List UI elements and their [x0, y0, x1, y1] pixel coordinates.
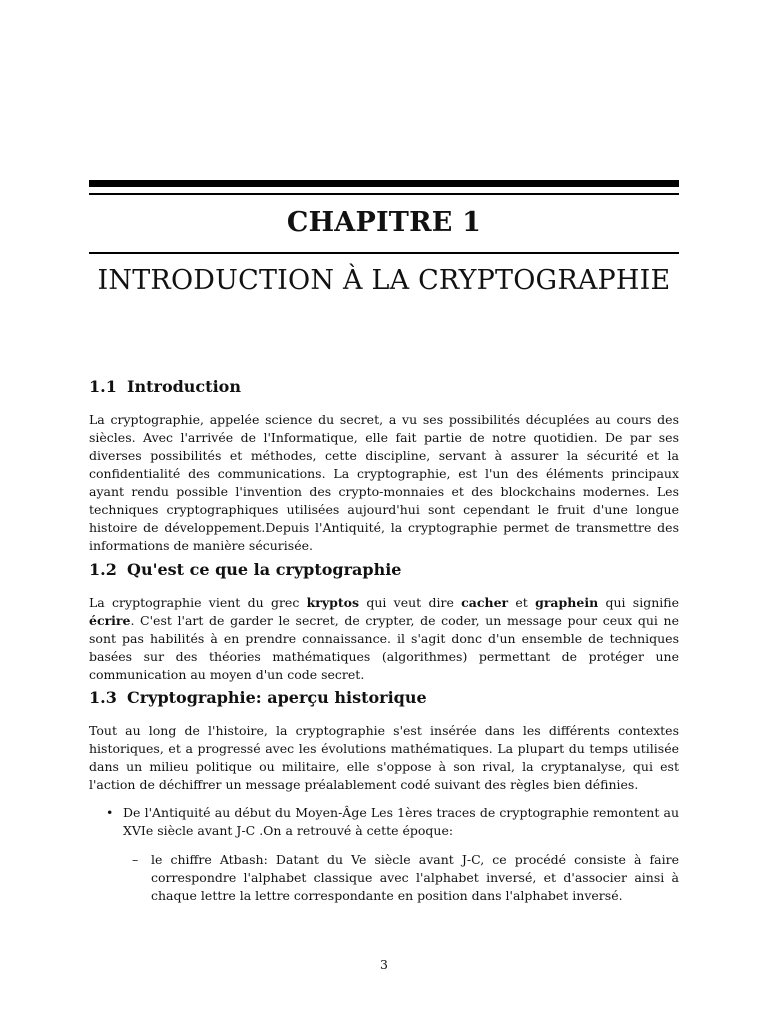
section-introduction — [89, 377, 679, 397]
text-run: qui veut dire — [359, 595, 462, 610]
sub-list-item-text: le chiffre Atbash: Datant du Ve siècle avant J-C, ce procédé consiste à faire correspondre l'alphabet classique avec l'alphabet inversé, et d'associer ainsi à chaque lettre la lettre correspondante en position dans l'alphabet inversé. — [151, 852, 679, 903]
term-ecrire: écrire — [89, 613, 131, 628]
dash-mark: – — [132, 852, 139, 867]
section-history — [89, 688, 679, 708]
section-title: Introduction — [127, 377, 241, 396]
section-heading — [89, 688, 679, 708]
term-cacher: cacher — [461, 595, 509, 610]
section-title: Cryptographie: aperçu historique — [127, 688, 427, 707]
section-title: Qu'est ce que la cryptographie — [127, 560, 402, 579]
sub-list-item — [132, 851, 679, 905]
paragraph — [89, 594, 679, 684]
term-graphein: graphein — [535, 595, 599, 610]
text-run: qui signifie — [598, 595, 679, 610]
chapter-rule-thin-top — [89, 193, 679, 195]
section-heading — [89, 377, 679, 397]
section-number: 1.3 — [89, 688, 117, 707]
list-item — [106, 804, 679, 840]
section-number: 1.1 — [89, 377, 117, 396]
section-heading — [89, 560, 679, 580]
paragraph: La cryptographie, appelée science du secret, a vu ses possibilités décuplées au cours des siècles. Avec l'arrivée de l'Informatique, elle fait partie de notre quotidien. De par ses diverses possibilités et méthodes, cette discipline, servant à assurer la sécurité et la confidentialité des communications. La cryptographie, est l'un des éléments principaux ayant rendu possible l'invention des crypto-monnaies et des blockchains modernes. Les techniques cryptographiques utilisées aujourd'hui sont cependant le fruit d'une longue histoire de développement.Depuis l'Antiquité, la cryptographie permet de transmettre des informations de manière sécurisée. — [89, 412, 679, 553]
section-number: 1.2 — [89, 560, 117, 579]
text-run: La cryptographie vient du grec — [89, 595, 307, 610]
list-item-text: De l'Antiquité au début du Moyen-Âge Les 1ères traces de cryptographie remontent au XVIe siècle avant J-C .On a retrouvé à cette époque: — [123, 805, 679, 838]
text-run: et — [508, 595, 536, 610]
section-introduction-body — [89, 411, 679, 555]
section-history-body — [89, 722, 679, 794]
bullet-mark: • — [106, 805, 114, 820]
paragraph: Tout au long de l'histoire, la cryptographie s'est insérée dans les différents contextes historiques, et a progressé avec les évolutions mathématiques. La plupart du temps utilisée dans un milieu politique ou militaire, elle s'oppose à son rival, la cryptanalyse, qui est l'action de déchiffrer un message préalablement codé suivant des règles bien définies. — [89, 723, 679, 792]
section-definition-body — [89, 594, 679, 684]
chapter-title: INTRODUCTION À LA CRYPTOGRAPHIE — [97, 265, 671, 296]
chapter-rule-thick — [89, 180, 679, 187]
chapter-label: CHAPITRE 1 — [286, 207, 482, 238]
page-number: 3 — [380, 957, 388, 972]
chapter-rule-thin-bottom — [89, 252, 679, 254]
term-kryptos: kryptos — [306, 595, 360, 610]
text-run: . C'est l'art de garder le secret, de crypter, de coder, un message pour ceux qui ne sont pas habilités à en prendre connaissance. il s'agit donc d'un ensemble de techniques basées sur des théories mathématiques (algorithmes) permettant de protéger une communication au moyen d'un code secret. — [89, 613, 679, 682]
section-definition — [89, 560, 679, 580]
